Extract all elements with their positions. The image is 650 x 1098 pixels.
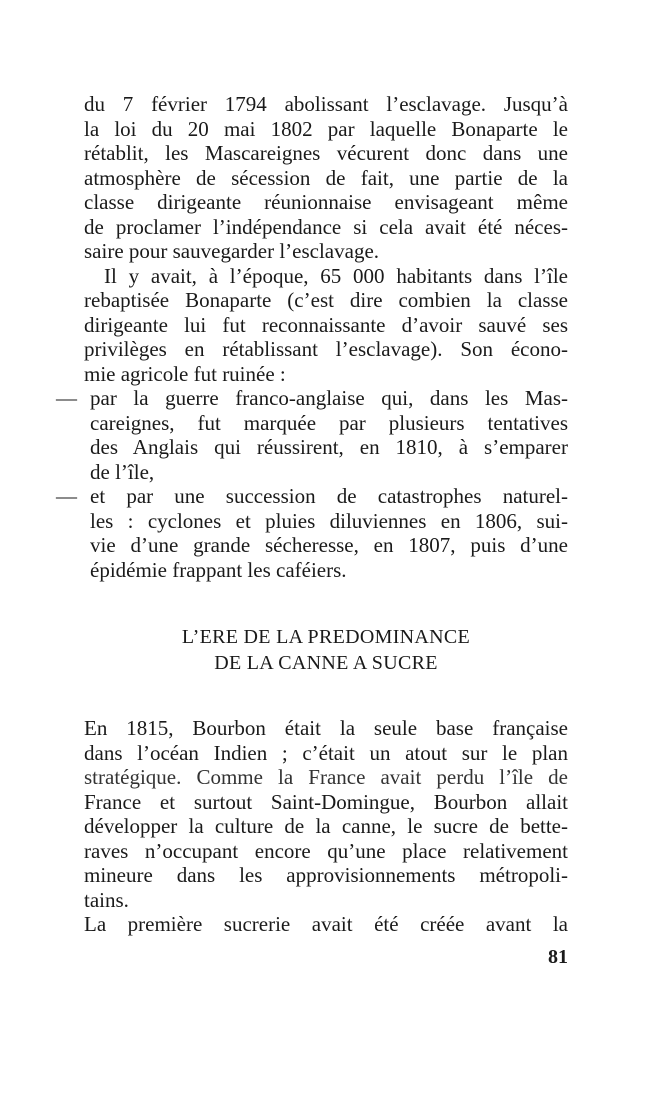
text-line: rétablit, les Mascareignes vécurent donc dans une: [84, 141, 568, 165]
text-line: du 7 février 1794 abolissant l’esclavage. Jusqu’à: [84, 92, 568, 116]
text-line: privilèges en rétablissant l’esclavage). Son écono-: [84, 337, 568, 361]
heading-line: L’ERE DE LA PREDOMINANCE: [181, 626, 471, 648]
list-item: [56, 484, 568, 582]
text-line: rebaptisée Bonaparte (c’est dire combien la classe: [84, 288, 568, 312]
text-line: tains.: [84, 887, 129, 912]
text-line: développer la culture de la canne, le sucre de bette-: [84, 814, 568, 838]
paragraph-abolition: [84, 92, 568, 264]
text-line: dans l’océan Indien ; c’était un atout sur le plan: [84, 740, 568, 765]
dash-bullet: —: [56, 484, 77, 508]
text-line: épidémie frappant les caféiers.: [90, 557, 347, 582]
list-item: [56, 386, 568, 484]
text-line: France et surtout Saint-Domingue, Bourbon allait: [84, 789, 568, 814]
dash-bullet: —: [56, 386, 77, 410]
text-line: mie agricole fut ruinée :: [84, 361, 286, 386]
text-line: En 1815, Bourbon était la seule base française: [84, 716, 568, 740]
text-line: classe dirigeante réunionnaise envisageant même: [84, 190, 568, 214]
text-line: La première sucrerie avait été créée avant la: [84, 912, 568, 936]
text-line: et par une succession de catastrophes naturel-: [90, 484, 568, 508]
text-line: mineure dans les approvisionnements métropoli-: [84, 863, 568, 887]
text-line: dirigeante lui fut reconnaissante d’avoir sauvé ses: [84, 312, 568, 337]
text-line: saire pour sauvegarder l’esclavage.: [84, 239, 380, 263]
text-line: Il y avait, à l’époque, 65 000 habitants dans l’île: [104, 263, 568, 288]
text-line: atmosphère de sécession de fait, une partie de la: [84, 165, 568, 190]
paragraph-1815: [84, 716, 568, 912]
text-line: careignes, fut marquée par plusieurs tentatives: [90, 410, 568, 435]
text-line: stratégique. Comme la France avait perdu l’île de: [84, 765, 568, 789]
text-line: raves n’occupant encore qu’une place relativement: [84, 838, 568, 863]
paragraph-sucrerie: [84, 912, 568, 937]
text-line: la loi du 20 mai 1802 par laquelle Bonaparte le: [84, 116, 568, 141]
text-line: les : cyclones et pluies diluviennes en 1806, sui-: [90, 508, 568, 533]
text-line: par la guerre franco-anglaise qui, dans les Mas-: [90, 386, 568, 410]
heading-line: DE LA CANNE A SUCRE: [214, 652, 438, 674]
paragraph-population: [84, 264, 568, 387]
section-heading: [84, 624, 568, 676]
text-line: des Anglais qui réussirent, en 1810, à s’emparer: [90, 435, 568, 459]
text-line: de l’île,: [90, 459, 155, 484]
page-number: 81: [548, 946, 568, 968]
text-line: vie d’une grande sécheresse, en 1807, puis d’une: [90, 533, 568, 557]
text-line: de proclamer l’indépendance si cela avait été néces-: [84, 214, 568, 239]
